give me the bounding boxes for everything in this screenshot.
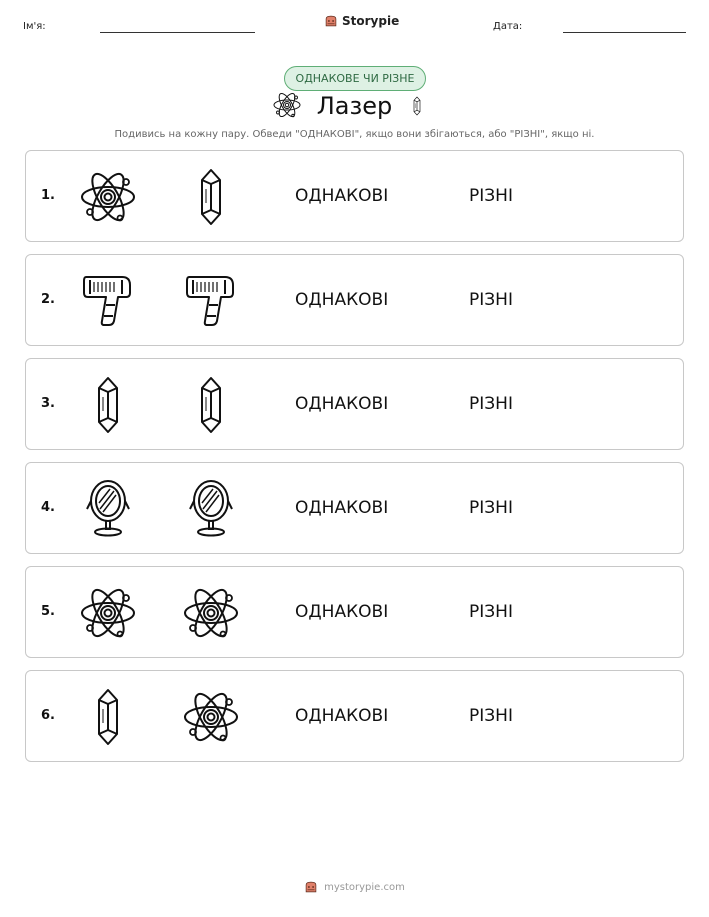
option-different[interactable]: РІЗНІ — [469, 602, 513, 622]
row-number: 2. — [41, 292, 55, 307]
question-row-2 — [25, 254, 684, 346]
question-row-6 — [25, 670, 684, 762]
atom-icon — [181, 687, 241, 747]
mirror-icon — [78, 479, 138, 539]
option-same[interactable]: ОДНАКОВІ — [295, 498, 389, 518]
instructions: Подивись на кожну пару. Обведи "ОДНАКОВІ", якщо вони збігаються, або "РІЗНІ", якщо ні. — [114, 129, 595, 140]
crystal-icon — [181, 375, 241, 435]
question-row-1 — [25, 150, 684, 242]
option-same[interactable]: ОДНАКОВІ — [295, 186, 389, 206]
option-same[interactable]: ОДНАКОВІ — [295, 290, 389, 310]
option-same[interactable]: ОДНАКОВІ — [295, 706, 389, 726]
question-row-3 — [25, 358, 684, 450]
question-row-5 — [25, 566, 684, 658]
question-row-4 — [25, 462, 684, 554]
row-number: 5. — [41, 604, 55, 619]
footer-url[interactable]: mystorypie.com — [324, 881, 405, 893]
date-line — [563, 32, 686, 33]
mirror-icon — [181, 479, 241, 539]
atom-icon — [78, 167, 138, 227]
scanner-icon — [78, 271, 138, 331]
brand-name: Storypie — [342, 14, 400, 28]
name-label: Ім'я: — [23, 21, 46, 32]
crystal-icon — [412, 91, 432, 121]
brand-logo — [324, 14, 399, 28]
scanner-icon — [181, 271, 241, 331]
option-different[interactable]: РІЗНІ — [469, 290, 513, 310]
option-different[interactable]: РІЗНІ — [469, 498, 513, 518]
footer — [0, 880, 709, 894]
option-same[interactable]: ОДНАКОВІ — [295, 394, 389, 414]
pie-mascot-icon — [324, 14, 338, 28]
row-number: 6. — [41, 708, 55, 723]
category-badge: ОДНАКОВЕ ЧИ РІЗНЕ — [284, 66, 426, 91]
crystal-icon — [181, 167, 241, 227]
row-number: 3. — [41, 396, 55, 411]
option-different[interactable]: РІЗНІ — [469, 394, 513, 414]
option-same[interactable]: ОДНАКОВІ — [295, 602, 389, 622]
pie-mascot-icon — [304, 880, 318, 894]
option-different[interactable]: РІЗНІ — [469, 186, 513, 206]
row-number: 1. — [41, 188, 55, 203]
crystal-icon — [78, 687, 138, 747]
page-title: Лазер — [316, 92, 393, 120]
option-different[interactable]: РІЗНІ — [469, 706, 513, 726]
atom-icon — [181, 583, 241, 643]
atom-icon — [78, 583, 138, 643]
date-label: Дата: — [493, 21, 523, 32]
name-line — [100, 32, 255, 33]
row-number: 4. — [41, 500, 55, 515]
crystal-icon — [78, 375, 138, 435]
